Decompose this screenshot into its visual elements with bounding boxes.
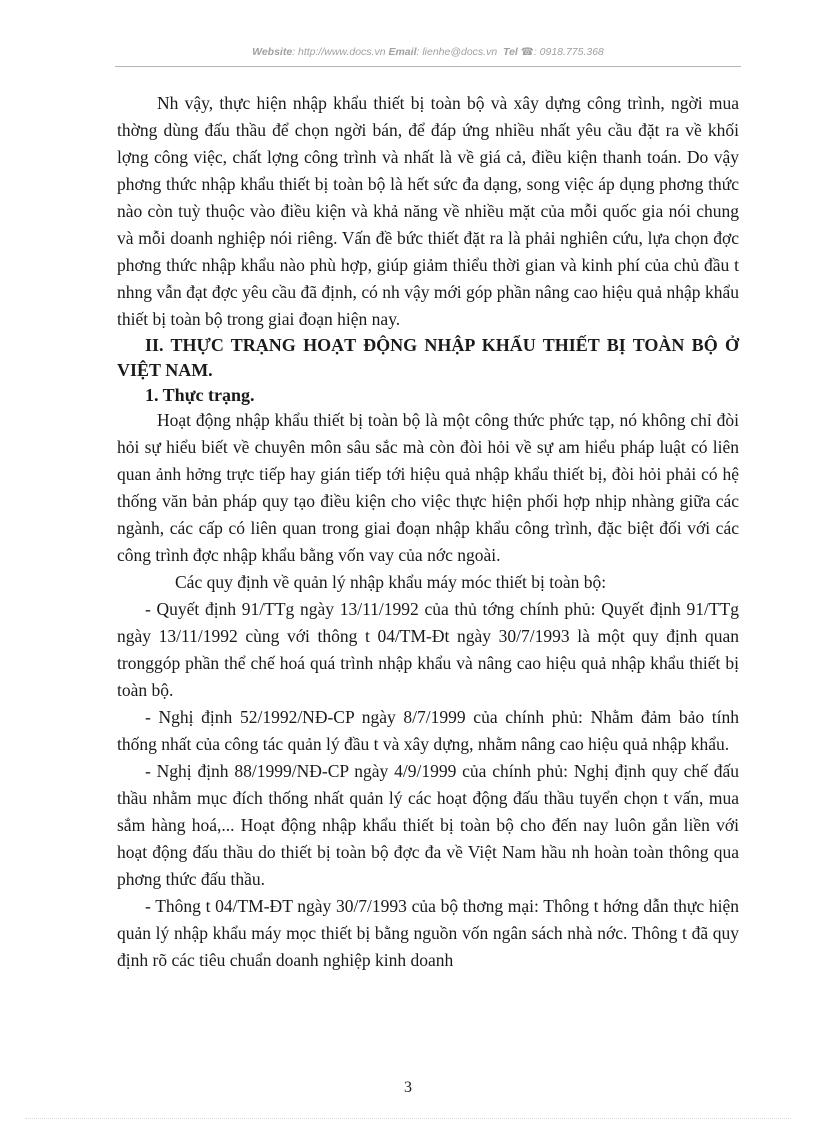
document-body bbox=[117, 90, 739, 974]
list-item: - Quyết định 91/TTg ngày 13/11/1992 của thủ tớng chính phủ: Quyết định 91/TTg ngày 13/11/1992 cùng với thông t 04/TM-Đt ngày 30/7/1993 là một quy định quan tronggóp phần thể chế hoá quá trình nhập khẩu và nâng cao hiệu quả nhập khẩu thiết bị toàn bộ. bbox=[117, 599, 739, 700]
header-divider bbox=[115, 66, 741, 67]
subsection-heading: 1. Thực trạng. bbox=[145, 385, 255, 405]
tel-value: ☎: 0918.775.368 bbox=[520, 46, 604, 58]
section-heading: II. THỰC TRẠNG HOẠT ĐỘNG NHẬP KHẨU THIẾT BỊ TOÀN BỘ Ở VIỆT NAM. bbox=[117, 335, 739, 380]
page-header bbox=[115, 46, 741, 58]
website-value: : http://www.docs.vn bbox=[292, 46, 386, 58]
email-value: : lienhe@docs.vn bbox=[416, 46, 498, 58]
paragraph-intro: Nh vậy, thực hiện nhập khẩu thiết bị toàn bộ và xây dựng công trình, ngời mua thờng dùng đấu thầu để chọn ngời bán, để đáp ứng nhiều nhất yêu cầu đặt ra về khối lợng công việc, chất lợng công trình và nhất là về giá cả, điều kiện thanh toán. Do vậy phơng thức nhập khẩu thiết bị toàn bộ là hết sức đa dạng, song việc áp dụng phơng thức nào còn tuỳ thuộc vào điều kiện và khả năng về nhiều mặt của mỗi quốc gia nói chung và mỗi doanh nghiệp nói riêng. Vấn đề bức thiết đặt ra là phải nghiên cứu, lựa chọn đợc phơng thức nhập khẩu nào phù hợp, giúp giảm thiểu thời gian và kinh phí của chủ đầu t nhng vẫn đạt đợc yêu cầu đã định, có nh vậy mới góp phần nâng cao hiệu quả nhập khẩu thiết bị toàn bộ trong giai đoạn hiện nay. bbox=[117, 93, 739, 329]
list-item: - Thông t 04/TM-ĐT ngày 30/7/1993 của bộ thơng mại: Thông t hớng dẫn thực hiện quản lý nhập khẩu máy mọc thiết bị bằng nguồn vốn ngân sách nhà nớc. Thông t đã quy định rõ các tiêu chuẩn doanh nghiệp kinh doanh bbox=[117, 896, 739, 970]
paragraph-regulations-intro: Các quy định về quản lý nhập khẩu máy móc thiết bị toàn bộ: bbox=[175, 572, 607, 592]
list-item: - Nghị định 88/1999/NĐ-CP ngày 4/9/1999 của chính phủ: Nghị định quy chế đấu thầu nhằm mục đích thống nhất quản lý các hoạt động đấu thầu tuyển chọn t vấn, mua sắm hàng hoá,... Hoạt động nhập khẩu thiết bị toàn bộ cho đến nay luôn gắn liền với hoạt động đấu thầu do thiết bị toàn bộ đợc đa về Việt Nam hầu nh hoàn toàn thông qua phơng thức đấu thầu. bbox=[117, 761, 739, 889]
list-item: - Nghị định 52/1992/NĐ-CP ngày 8/7/1999 của chính phủ: Nhằm đảm bảo tính thống nhất của công tác quản lý đầu t và xây dựng, nhằm nâng cao hiệu quả nhập khẩu. bbox=[117, 707, 739, 754]
website-label: Website bbox=[252, 46, 293, 58]
tel-label: Tel bbox=[503, 46, 518, 58]
page-number: 3 bbox=[404, 1079, 412, 1096]
email-label: Email bbox=[388, 46, 417, 58]
footer-divider bbox=[25, 1118, 791, 1119]
paragraph-overview: Hoạt động nhập khẩu thiết bị toàn bộ là một công thức phức tạp, nó không chỉ đòi hỏi sự hiểu biết về chuyên môn sâu sắc mà còn đòi hỏi về sự am hiểu pháp luật có liên quan ảnh hởng trực tiếp hay gián tiếp tới hiệu quả nhập khẩu thiết bị, đòi hỏi phải có hệ thống văn bản pháp quy tạo điều kiện cho việc thực hiện phối hợp nhịp nhàng giữa các ngành, các cấp có liên quan trong giai đoạn nhập khẩu công trình, đặc biệt đối với các công trình đợc nhập khẩu bằng vốn vay của nớc ngoài. bbox=[117, 410, 739, 565]
